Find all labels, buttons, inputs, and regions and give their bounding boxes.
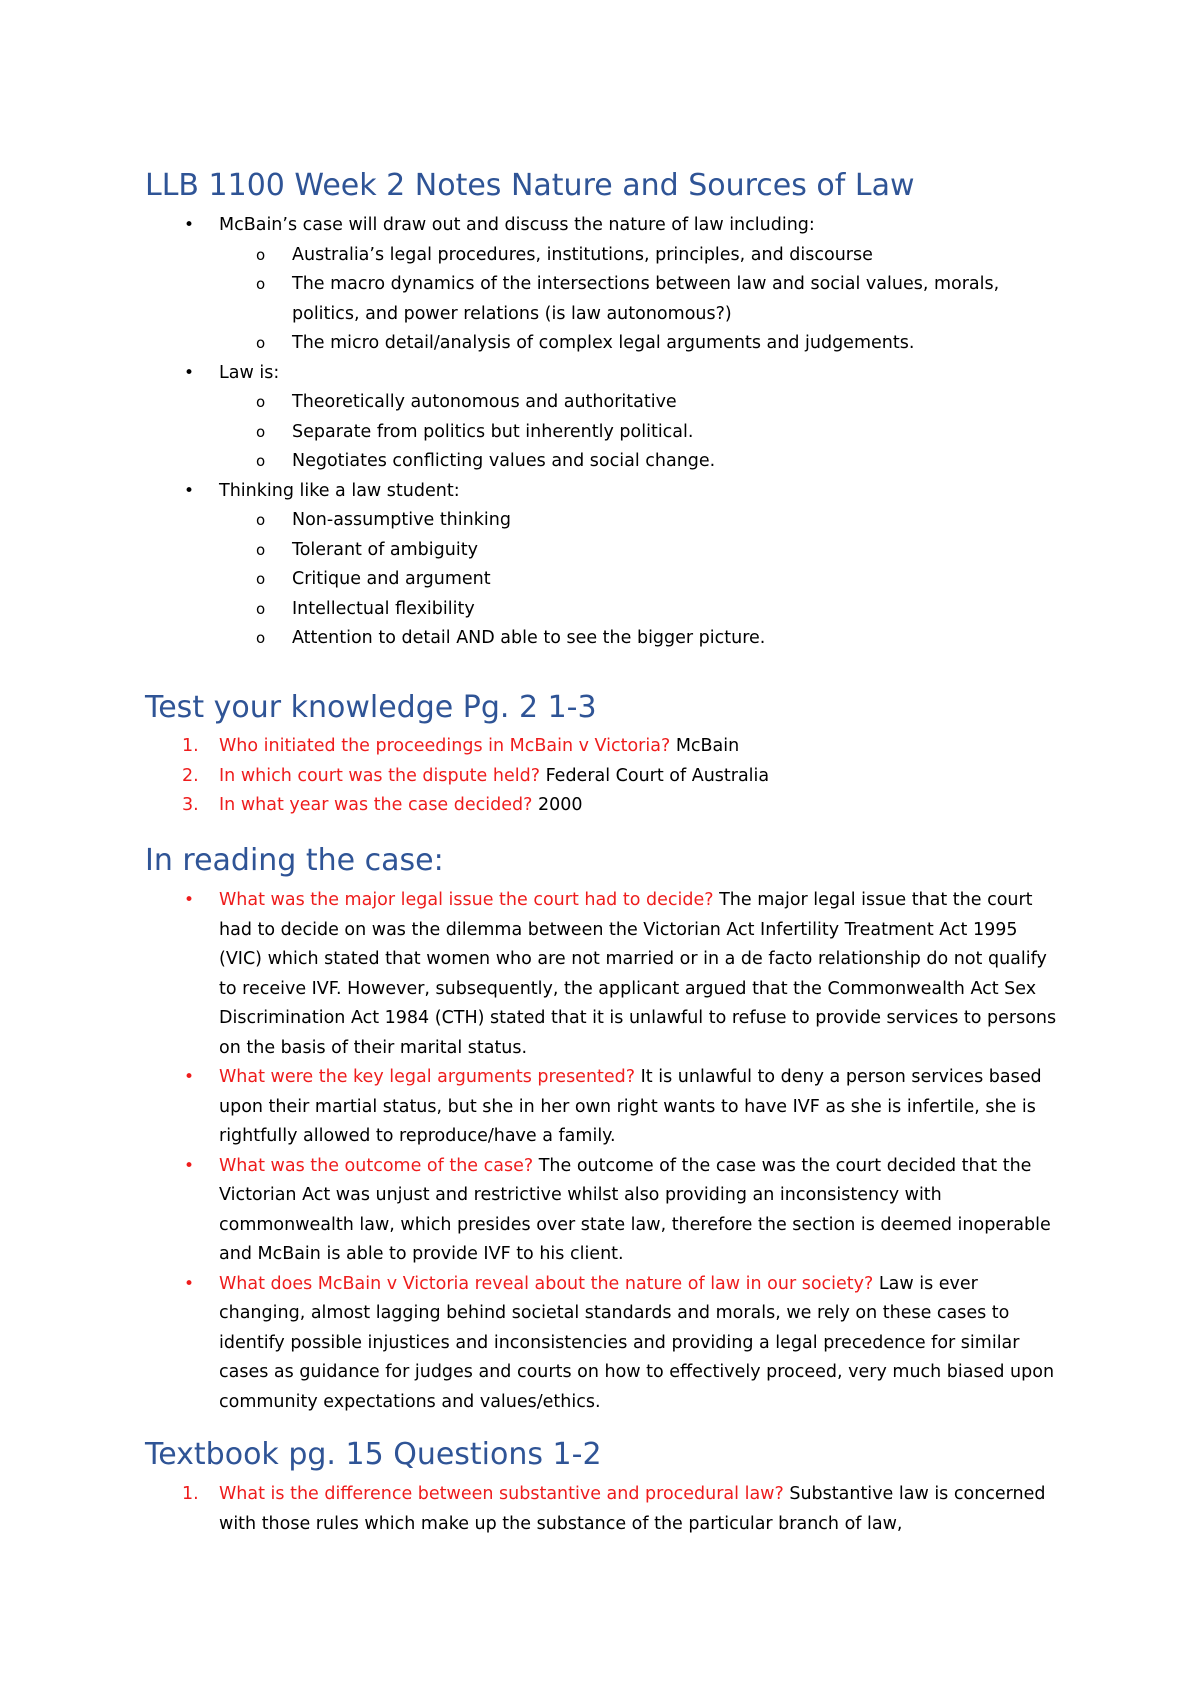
circle-bullet-icon: o — [256, 393, 266, 411]
answer-text: 2000 — [532, 795, 583, 815]
sub-item-text: The micro detail/analysis of complex legal arguments and judgements. — [292, 333, 915, 353]
list-item-text: Law is: — [219, 362, 280, 383]
list-number: 3. — [182, 795, 199, 815]
sub-item-text: Intellectual flexibility — [292, 598, 475, 619]
circle-bullet-icon: o — [256, 245, 266, 264]
test-list — [0, 732, 1200, 821]
page-title: LLB 1100 Week 2 Notes Nature and Sources of Law — [145, 168, 915, 203]
section-heading-test: Test your knowledge Pg. 2 1-3 — [145, 690, 597, 725]
section-heading-reading: In reading the case: — [145, 843, 444, 878]
circle-bullet-icon: o — [256, 570, 266, 588]
question-text: What does McBain v Victoria reveal about the nature of law in our society? — [219, 1273, 874, 1294]
sub-list-item — [0, 506, 1052, 536]
list-item — [0, 477, 1059, 507]
sub-item-text: Negotiates conflicting values and social change. — [292, 451, 716, 471]
list-item-text: McBain’s case will draw out and discuss the nature of law including: — [219, 215, 815, 235]
question-text: What was the major legal issue the court had to decide? — [219, 890, 714, 910]
answer-text: It is unlawful to deny a person services based upon their martial status, but she in her own right wants to have IVF as she is infertile, she is rightfully allowed to reproduce/have a family. — [219, 1067, 1042, 1146]
sub-list-item — [0, 329, 1052, 359]
list-item — [0, 359, 1059, 389]
answer-text: McBain — [670, 736, 740, 756]
circle-bullet-icon: o — [256, 599, 266, 618]
intro-list — [0, 211, 1200, 654]
question-text: What was the outcome of the case? — [219, 1155, 534, 1176]
bullet-icon: • — [184, 480, 195, 501]
circle-bullet-icon: o — [256, 422, 266, 441]
question-text: In which court was the dispute held? — [219, 765, 540, 786]
list-item — [0, 1152, 1059, 1270]
list-number: 1. — [182, 736, 199, 756]
list-item — [0, 1063, 1059, 1152]
sub-item-text: Theoretically autonomous and authoritative — [292, 392, 677, 412]
question-text: What were the key legal arguments presented? — [219, 1067, 636, 1087]
list-item — [0, 791, 1059, 821]
bullet-icon: • — [184, 1155, 195, 1176]
circle-bullet-icon: o — [256, 629, 266, 647]
list-item-text: Thinking like a law student: — [219, 480, 460, 501]
reading-list — [0, 886, 1200, 1417]
sub-list-item — [0, 536, 1052, 566]
sub-item-text: Tolerant of ambiguity — [292, 539, 478, 560]
circle-bullet-icon: o — [256, 452, 266, 470]
circle-bullet-icon: o — [256, 334, 266, 352]
sub-list-item — [0, 624, 1052, 654]
circle-bullet-icon: o — [256, 511, 266, 529]
answer-text: Law is ever changing, almost lagging behind societal standards and morals, we rely on these cases to identify possible injustices and inconsistencies and providing a legal precedence for similar cases as guidance for judges and courts on how to effectively proceed, very much biased upon community expectations and values/ethics. — [219, 1273, 1055, 1412]
list-item — [0, 762, 1059, 792]
list-item — [0, 732, 1059, 762]
sub-list-item — [0, 270, 1052, 329]
sub-list-item — [0, 447, 1052, 477]
section-heading-textbook: Textbook pg. 15 Questions 1-2 — [145, 1437, 602, 1472]
bullet-icon: • — [184, 1273, 195, 1294]
sub-list-item — [0, 418, 1052, 448]
list-number: 2. — [182, 765, 199, 786]
sub-list-item — [0, 388, 1052, 418]
sub-item-text: Attention to detail AND able to see the bigger picture. — [292, 628, 766, 648]
bullet-icon: • — [184, 890, 195, 910]
sub-item-text: Separate from politics but inherently political. — [292, 421, 694, 442]
circle-bullet-icon: o — [256, 540, 266, 559]
list-item — [0, 1270, 1059, 1418]
sub-list-item — [0, 241, 1052, 271]
list-item — [0, 211, 1059, 241]
circle-bullet-icon: o — [256, 275, 266, 293]
answer-text: Federal Court of Australia — [540, 765, 770, 786]
list-item — [0, 1480, 1059, 1539]
sub-item-text: Critique and argument — [292, 569, 491, 589]
sub-list-item — [0, 595, 1052, 625]
textbook-list — [0, 1480, 1200, 1539]
question-text: In what year was the case decided? — [219, 795, 533, 815]
question-text: Who initiated the proceedings in McBain v Victoria? — [219, 736, 671, 756]
answer-text: The outcome of the case was the court decided that the Victorian Act was unjust and restrictive whilst also providing an inconsistency with commonwealth law, which presides over state law, therefore the section is deemed inoperable and McBain is able to provide IVF to his client. — [219, 1155, 1051, 1264]
list-item — [0, 886, 1059, 1063]
question-text: What is the difference between substantive and procedural law? — [219, 1484, 784, 1504]
sub-list-item — [0, 565, 1052, 595]
bullet-icon: • — [184, 362, 195, 383]
sub-item-text: Non-assumptive thinking — [292, 510, 511, 530]
sub-item-text: Australia’s legal procedures, institutions, principles, and discourse — [292, 244, 873, 265]
answer-text: The major legal issue that the court had to decide on was the dilemma between the Victorian Act Infertility Treatment Act 1995 (VIC) which stated that women who are not married or in a de facto relationship do not qualify to receive IVF. However, subsequently, the applicant argued that the Commonwealth Act Sex Discrimination Act 1984 (CTH) stated that it is unlawful to refuse to provide services to persons on the basis of their marital status. — [219, 890, 1057, 1058]
sub-item-text: The macro dynamics of the intersections between law and social values, morals, politics, and power relations (is law autonomous?) — [292, 274, 1000, 324]
bullet-icon: • — [184, 1067, 195, 1087]
list-number: 1. — [182, 1484, 199, 1504]
answer-text: Substantive law is concerned with those rules which make up the substance of the particular branch of law, — [219, 1484, 1046, 1534]
bullet-icon: • — [184, 215, 195, 235]
